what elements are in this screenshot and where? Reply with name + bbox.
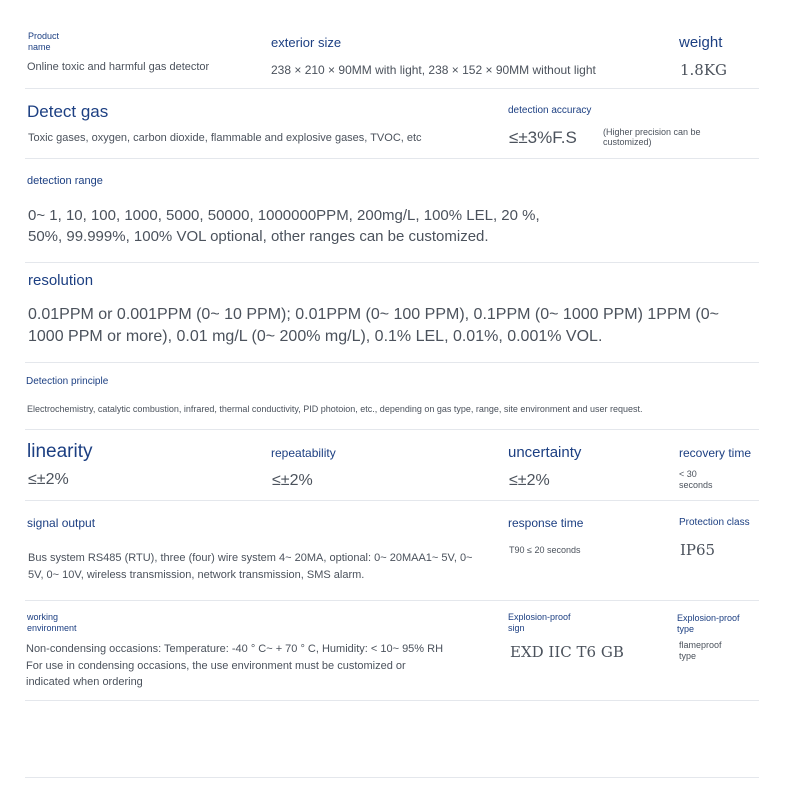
explosion-proof-type-value: flameproof type bbox=[679, 640, 722, 661]
explosion-proof-sign-label: Explosion-proof sign bbox=[508, 612, 571, 633]
response-time-value: T90 ≤ 20 seconds bbox=[509, 545, 581, 555]
divider bbox=[25, 88, 759, 89]
divider bbox=[25, 777, 759, 778]
signal-output-label: signal output bbox=[27, 516, 96, 530]
detection-accuracy-label: detection accuracy bbox=[508, 105, 592, 116]
product-name-label: Product name bbox=[28, 31, 60, 52]
detect-gas-value: Toxic gases, oxygen, carbon dioxide, flammable and explosive gases, TVOC, etc bbox=[28, 132, 422, 144]
detection-range-value: 0~ 1, 10, 100, 1000, 5000, 50000, 1000000PPM, 200mg/L, 100% LEL, 20 %, 50%, 99.999%, 100% VOL optional, other ranges can be customized. bbox=[28, 207, 540, 245]
divider bbox=[25, 600, 759, 601]
exterior-size-value: 238 × 210 × 90MM with light, 238 × 152 × 90MM without light bbox=[271, 63, 596, 77]
divider bbox=[25, 262, 759, 263]
linearity-label: linearity bbox=[27, 441, 93, 462]
detection-accuracy-note: (Higher precision can be customized) bbox=[603, 127, 701, 148]
detection-range-label: detection range bbox=[27, 175, 103, 187]
working-environment-value-2: For use in condensing occasions, the use environment must be customized or indicated when ordering bbox=[26, 660, 406, 688]
product-name-value: Online toxic and harmful gas detector bbox=[27, 61, 210, 73]
exterior-size-label: exterior size bbox=[271, 35, 342, 50]
detection-principle-label: Detection principle bbox=[26, 376, 109, 387]
detection-accuracy-value: ≤±3%F.S bbox=[509, 128, 577, 147]
uncertainty-value: ≤±2% bbox=[509, 472, 550, 489]
divider bbox=[25, 362, 759, 363]
repeatability-label: repeatability bbox=[271, 446, 336, 460]
working-environment-label: working environment bbox=[27, 612, 77, 633]
explosion-proof-sign-value: EXD IIC T6 GB bbox=[510, 643, 624, 661]
weight-label: weight bbox=[679, 34, 723, 51]
divider bbox=[25, 700, 759, 701]
uncertainty-label: uncertainty bbox=[508, 444, 582, 461]
weight-value: 1.8KG bbox=[680, 61, 728, 79]
explosion-proof-type-label: Explosion-proof type bbox=[677, 613, 740, 634]
divider bbox=[25, 500, 759, 501]
repeatability-value: ≤±2% bbox=[272, 472, 313, 489]
protection-class-value: IP65 bbox=[680, 541, 716, 559]
response-time-label: response time bbox=[508, 516, 584, 530]
recovery-time-value: < 30 seconds bbox=[679, 469, 713, 490]
divider bbox=[25, 429, 759, 430]
linearity-value: ≤±2% bbox=[28, 471, 69, 488]
detect-gas-label: Detect gas bbox=[27, 102, 109, 121]
detection-principle-value: Electrochemistry, catalytic combustion, infrared, thermal conductivity, PID photoion, etc., depending on gas type, range, site environment and user request. bbox=[27, 404, 643, 414]
working-environment-value-1: Non-condensing occasions: Temperature: -40 ° C~ + 70 ° C, Humidity: < 10~ 95% RH bbox=[26, 643, 444, 655]
resolution-value: 0.01PPM or 0.001PPM (0~ 10 PPM); 0.01PPM (0~ 100 PPM), 0.1PPM (0~ 1000 PPM) 1PPM (0~ 1000 PPM or more), 0.01 mg/L (0~ 200% mg/L), 0.1% LEL, 0.01%, 0.001% VOL. bbox=[28, 306, 719, 345]
protection-class-label: Protection class bbox=[679, 517, 750, 528]
signal-output-value: Bus system RS485 (RTU), three (four) wire system 4~ 20MA, optional: 0~ 20MAA1~ 5V, 0~ 5V, 0~ 10V, wireless transmission, network transmission, SMS alarm. bbox=[28, 552, 473, 581]
divider bbox=[25, 158, 759, 159]
resolution-label: resolution bbox=[28, 272, 94, 289]
recovery-time-label: recovery time bbox=[679, 446, 752, 460]
